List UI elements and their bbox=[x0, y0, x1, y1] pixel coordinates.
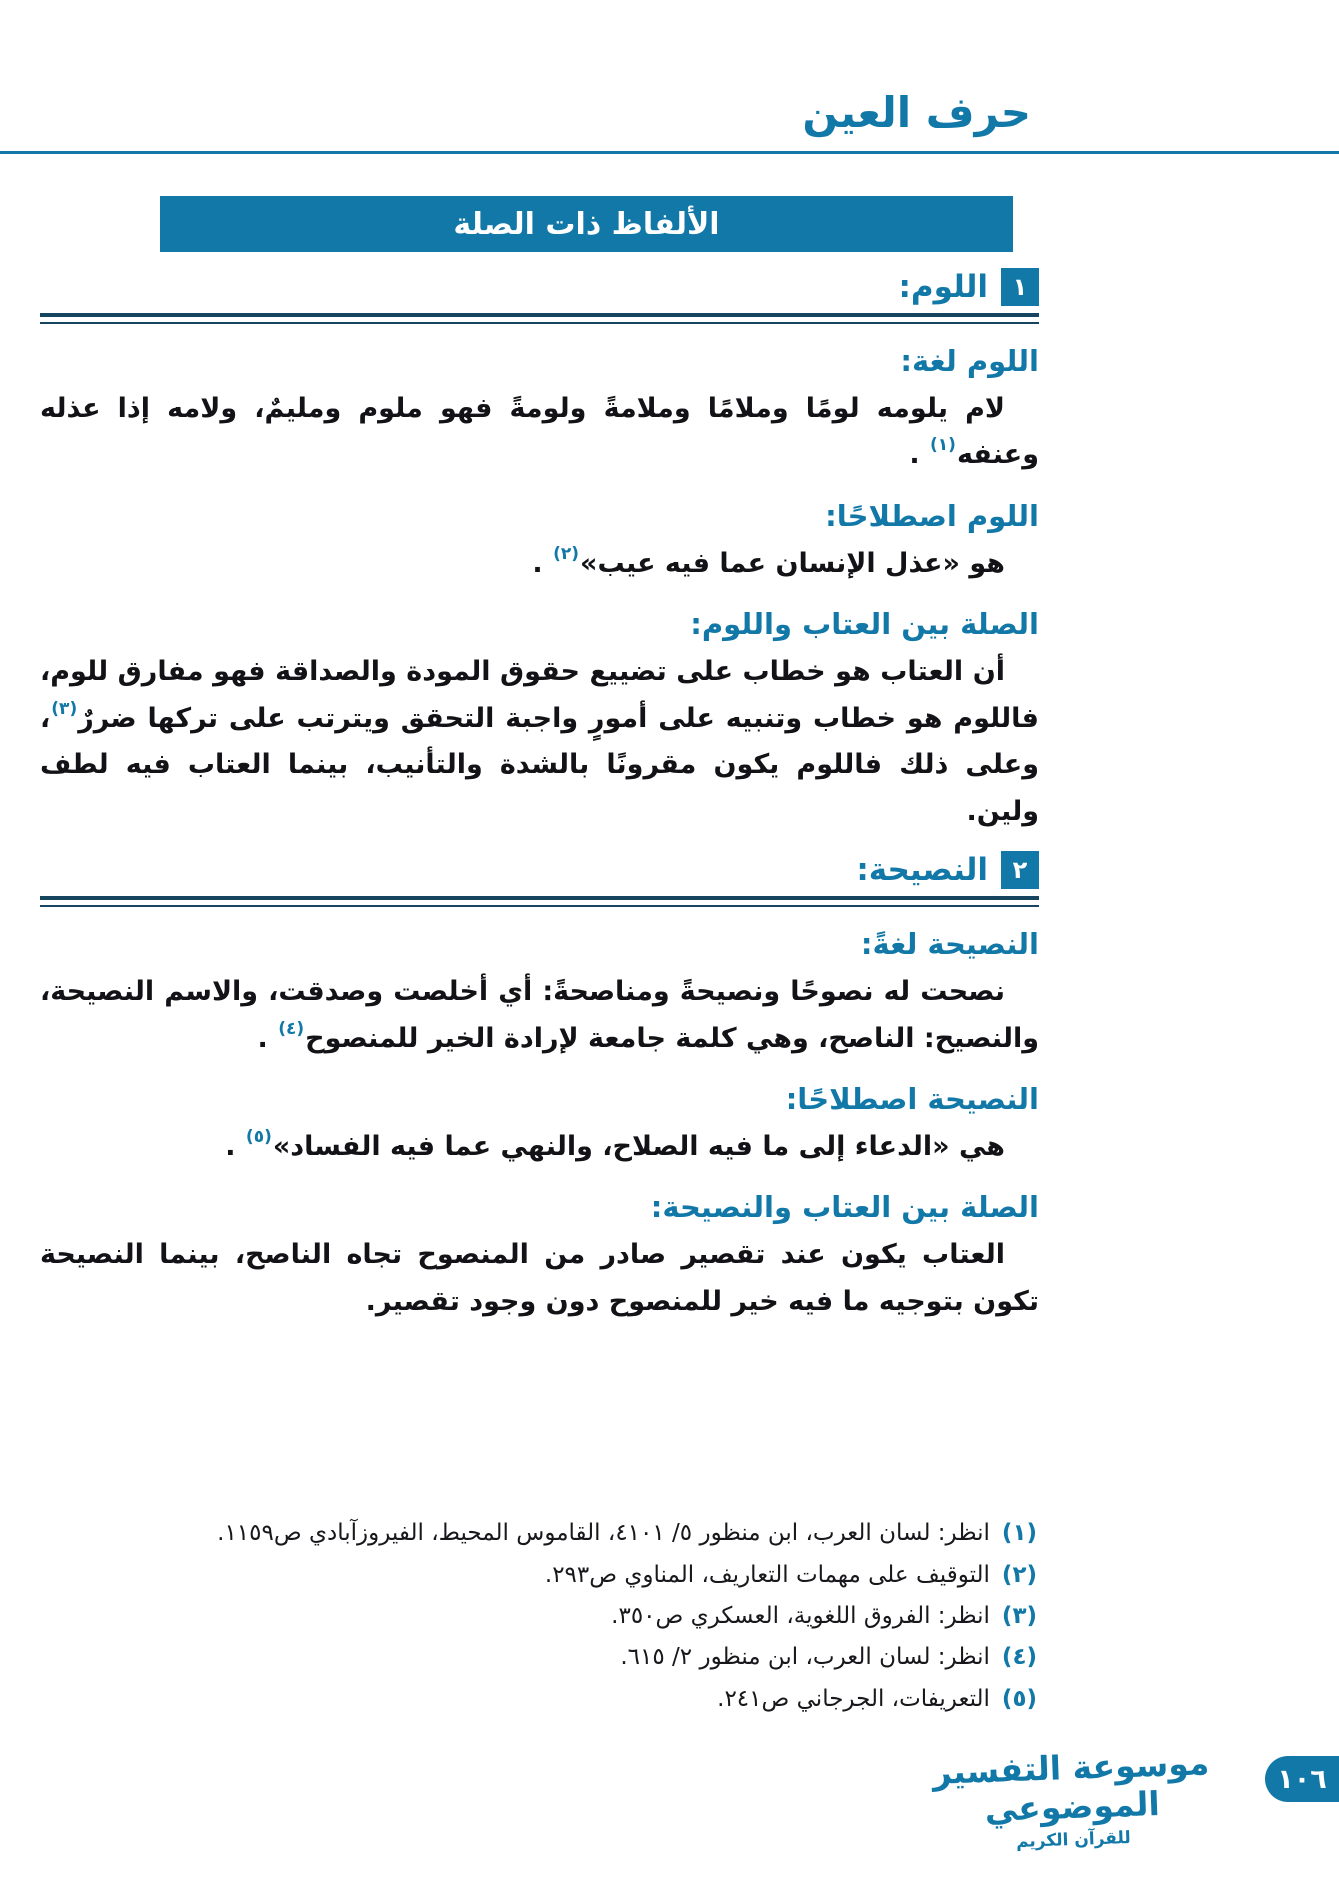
footnote bbox=[40, 1681, 1037, 1717]
subheading-lugha: النصيحة لغةً: bbox=[860, 927, 1039, 962]
footnote bbox=[40, 1639, 1037, 1675]
chapter-heading: حرف العين bbox=[802, 88, 1031, 137]
section-rule bbox=[40, 313, 1039, 324]
paragraph-istilah bbox=[40, 541, 1039, 587]
footnote-number: (٤) bbox=[1001, 1644, 1037, 1671]
subheading-istilah: اللوم اصطلاحًا: bbox=[825, 498, 1039, 533]
footnote bbox=[40, 1557, 1037, 1593]
footnote-text: انظر: لسان العرب، ابن منظور ٥/ ٤١٠١، القاموس المحيط، الفيروزآبادي ص١١٥٩. bbox=[217, 1520, 990, 1547]
footnote-ref: (٤) bbox=[278, 1018, 305, 1039]
logo-subtitle: للقرآن الكريم bbox=[1015, 1827, 1132, 1852]
banner-title: الألفاظ ذات الصلة bbox=[453, 206, 720, 242]
footnote-ref: (١) bbox=[929, 435, 956, 456]
section-title: النصيحة: bbox=[856, 852, 988, 889]
paragraph-text: هي «الدعاء إلى ما فيه الصلاح، والنهي عما فيه الفساد» bbox=[272, 1130, 1005, 1162]
paragraph-tail: . bbox=[532, 547, 553, 579]
paragraph-tail: . bbox=[909, 439, 929, 471]
subheading-sila: الصلة بين العتاب واللوم: bbox=[690, 607, 1039, 642]
header-rule bbox=[0, 151, 1339, 154]
paragraph-lugha bbox=[40, 386, 1039, 479]
footnotes bbox=[40, 1515, 1037, 1722]
logo-title: موسوعة التفسير الموضوعي bbox=[931, 1743, 1210, 1830]
paragraph-tail: . bbox=[257, 1022, 278, 1054]
paragraph-text: العتاب يكون عند تقصير صادر من المنصوح تجاه الناصح، بينما النصيحة تكون بتوجيه ما فيه خير للمنصوح دون وجود تقصير. bbox=[40, 1239, 1039, 1317]
section-title: اللوم: bbox=[898, 269, 988, 305]
section-rule bbox=[40, 896, 1039, 907]
footnote-number: (٣) bbox=[1001, 1603, 1037, 1630]
paragraph-sila bbox=[40, 1232, 1039, 1325]
footnote-number: (٥) bbox=[1001, 1685, 1037, 1712]
paragraph-lugha bbox=[40, 969, 1039, 1062]
footnote-ref: (٢) bbox=[553, 543, 580, 564]
paragraph-text: لام يلومه لومًا وملامًا وملامةً ولومةً فهو ملوم ومليمٌ، ولامه إذا عذله وعنفه bbox=[40, 393, 1039, 471]
footnote-text: انظر: لسان العرب، ابن منظور ٢/ ٦١٥. bbox=[620, 1644, 990, 1671]
page-number-badge bbox=[1265, 1756, 1339, 1802]
main-content bbox=[40, 196, 1039, 1325]
section-head bbox=[40, 851, 1039, 889]
paragraph-sila bbox=[40, 649, 1039, 835]
paragraph-text: هو «عذل الإنسان عما فيه عيب» bbox=[580, 547, 1005, 579]
paragraph-text: نصحت له نصوحًا ونصيحةً ومناصحةً: أي أخلصت وصدقت، والاسم النصيحة، والنصيح: الناصح، وهي كلمة جامعة لإرادة الخير للمنصوح bbox=[40, 976, 1039, 1054]
footnote-number: (٢) bbox=[1001, 1561, 1037, 1588]
paragraph-tail: ، وعلى ذلك فاللوم يكون مقرونًا بالشدة والتأنيب، بينما العتاب فيه لطف ولين. bbox=[40, 702, 1039, 827]
footnote-text: التوقيف على مهمات التعاريف، المناوي ص٢٩٣. bbox=[544, 1561, 990, 1588]
paragraph-tail: . bbox=[225, 1130, 245, 1162]
subheading-istilah: النصيحة اصطلاحًا: bbox=[785, 1081, 1039, 1116]
paragraph-text: أن العتاب هو خطاب على تضييع حقوق المودة والصداقة فهو مفارق للوم، فاللوم هو خطاب وتنبيه على أمورٍ واجبة التحقق ويترتب على تركها ضررٌ bbox=[40, 656, 1039, 734]
section-number-badge: ٢ bbox=[1001, 851, 1039, 889]
section-loom bbox=[40, 268, 1039, 835]
paragraph-istilah bbox=[40, 1124, 1039, 1170]
page-number: ١٠٦ bbox=[1277, 1763, 1327, 1795]
footnote bbox=[40, 1515, 1037, 1551]
subheading-lugha: اللوم لغة: bbox=[900, 344, 1039, 378]
footnote bbox=[40, 1598, 1037, 1634]
subheading-sila: الصلة بين العتاب والنصيحة: bbox=[650, 1190, 1039, 1225]
section-head bbox=[40, 268, 1039, 306]
section-number-badge: ١ bbox=[1001, 268, 1039, 306]
related-terms-banner bbox=[160, 196, 1013, 252]
section-naseeha bbox=[40, 851, 1039, 1325]
publisher-logo bbox=[915, 1744, 1228, 1856]
footnote-ref: (٣) bbox=[51, 698, 78, 719]
footnote-number: (١) bbox=[1001, 1520, 1037, 1547]
footnote-ref: (٥) bbox=[245, 1126, 272, 1147]
footnote-text: التعريفات، الجرجاني ص٢٤١. bbox=[717, 1685, 990, 1712]
footnote-text: انظر: الفروق اللغوية، العسكري ص٣٥٠. bbox=[611, 1603, 990, 1630]
